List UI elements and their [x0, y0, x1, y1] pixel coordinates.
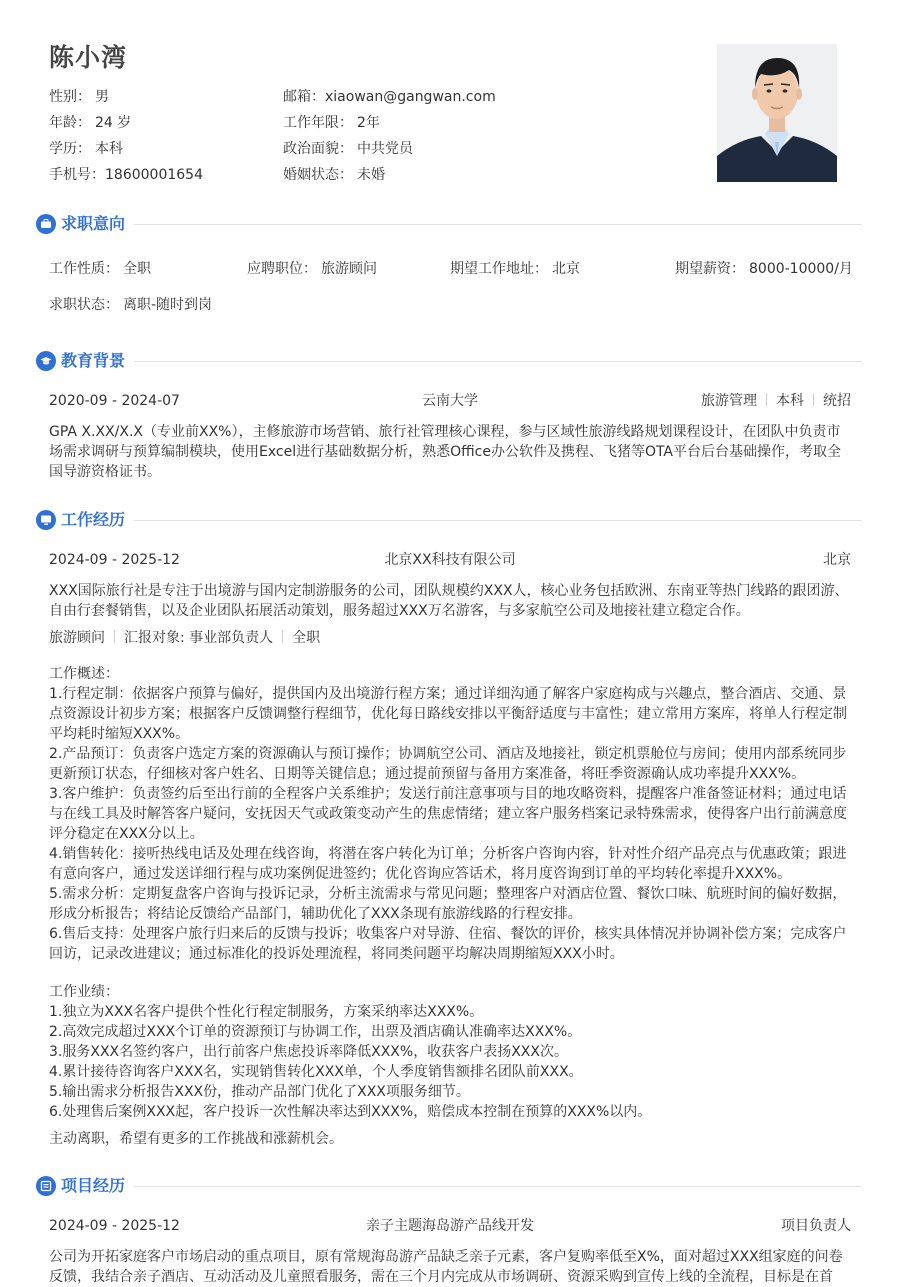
phone-label: 手机号：: [49, 167, 105, 183]
work-results-title: 工作业绩：: [49, 984, 119, 1000]
result-item: 3.服务XXX名签约客户，出行前客户焦虑投诉率降低XXX%，收获客户表扬XXX次。: [49, 1044, 568, 1060]
work-role-meta: [49, 628, 320, 648]
years-value: 2年: [357, 115, 380, 131]
intent-location: [450, 259, 580, 279]
age-value: 24 岁: [95, 115, 132, 131]
portrait-illustration: [717, 44, 837, 182]
years-label: 工作年限：: [283, 115, 353, 131]
overview-item: 4.销售转化：接听热线电话及处理在线咨询，将潜在客户转化为订单；分析客户咨询内容，针对性介绍产品亮点与优惠政策；跟进有意向客户，通过发送详细行程与成功案例促进签约；优化咨询应答话术，将月度咨询到订单的平均转化率提升XXX%。: [49, 846, 847, 882]
avatar-photo: [717, 44, 837, 182]
separator: [813, 393, 814, 406]
work-overview-title: 工作概述：: [49, 666, 119, 682]
intent-status-value: 离职-随时到岗: [123, 297, 213, 313]
edu-value: 本科: [95, 141, 123, 157]
intent-salary: [675, 259, 853, 279]
years-info: [283, 112, 380, 132]
education-major: 旅游管理: [701, 393, 757, 409]
intent-salary-label: 期望薪资：: [675, 261, 745, 277]
section-intent-title: 求职意向: [61, 214, 126, 233]
age-info: [49, 112, 131, 132]
intent-type-label: 工作性质：: [49, 261, 119, 277]
work-city: 北京: [823, 552, 851, 568]
marital-info: [283, 164, 385, 184]
marital-value: 未婚: [357, 167, 385, 183]
section-work-title: 工作经历: [61, 510, 126, 529]
section-project-header: [36, 1174, 862, 1198]
intent-salary-value: 8000-10000/月: [749, 261, 853, 277]
work-company-description: XXX国际旅行社是专注于出境游与国内定制游服务的公司，团队规模约XXX人，核心业务包括欧洲、东南亚等热门线路的跟团游、自由行套餐销售，以及企业团队拓展活动策划，服务超过XXX万名游客，与多家航空公司及地接社建立稳定合作。: [49, 583, 849, 619]
work-role: 旅游顾问: [49, 630, 105, 646]
section-intent-header: [36, 212, 862, 236]
work-company: 北京XX科技有限公司: [384, 552, 516, 568]
intent-status: [49, 295, 212, 315]
edu-label: 学历：: [49, 141, 91, 157]
overview-item: 5.需求分析：定期复盘客户咨询与投诉记录，分析主流需求与常见问题；整理客户对酒店位置、餐饮口味、航班时间的偏好数据，形成分析报告；将结论反馈给产品部门，辅助优化了XXX条现有旅游线路的行程安排。: [49, 886, 847, 922]
education-mode: 统招: [823, 393, 851, 409]
intent-type: [49, 259, 151, 279]
separator: [114, 630, 115, 643]
email-info: [283, 86, 496, 106]
separator: [766, 393, 767, 406]
intent-position-value: 旅游顾问: [321, 261, 377, 277]
gender-value: 男: [95, 89, 109, 105]
work-overview: [49, 664, 854, 964]
project-description: 公司为开拓家庭客户市场启动的重点项目，原有常规海岛游产品缺乏亲子元素，客户复购率低至X%，面对超过XXX组家庭的问卷反馈，我结合亲子酒店、互动活动及儿童照看服务，需在三个月内完成从市场调研、资源采购到宣传上线的全流程，目标是在首: [49, 1249, 843, 1285]
education-period: 2020-09 - 2024-07: [49, 393, 180, 409]
email-label: 邮箱：: [283, 89, 325, 105]
education-meta: [560, 391, 851, 411]
project-role: 项目负责人: [781, 1218, 851, 1234]
section-education-title: 教育背景: [61, 351, 126, 370]
politics-info: [283, 138, 413, 158]
candidate-name: 陈小湾: [49, 43, 128, 72]
overview-item: 2.产品预订：负责客户选定方案的资源确认与预订操作；协调航空公司、酒店及地接社，锁定机票舱位与房间；使用内部系统同步更新预订状态，仔细核对客户姓名、日期等关键信息；通过提前预留与备用方案准备，将旺季资源确认成功率提升XXX%。: [49, 746, 847, 782]
monitor-icon: [36, 510, 56, 530]
section-divider: [134, 1186, 862, 1187]
graduation-cap-icon: [36, 351, 56, 371]
section-divider: [134, 224, 862, 225]
overview-item: 6.售后支持：处理客户旅行归来后的反馈与投诉；收集客户对导游、住宿、餐饮的评价，核实具体情况并协调补偿方案；完成客户回访，记录改进建议；通过标准化的投诉处理流程，将同类问题平均解决周期缩短XXX小时。: [49, 926, 847, 962]
section-divider: [134, 361, 862, 362]
overview-item: 1.行程定制：依据客户预算与偏好，提供国内及出境游行程方案；通过详细沟通了解客户家庭构成与兴趣点，整合酒店、交通、景点资源设计初步方案；根据客户反馈调整行程细节，优化每日路线安排以平衡舒适度与丰富性；建立常用方案库，将单人行程定制平均耗时缩短XXX%。: [49, 686, 847, 742]
separator: [282, 630, 283, 643]
politics-label: 政治面貌：: [283, 141, 353, 157]
phone-info: [49, 164, 203, 184]
work-leave-reason: 主动离职，希望有更多的工作挑战和涨薪机会。: [49, 1131, 343, 1147]
result-item: 5.输出需求分析报告XXX份，推动产品部门优化了XXX项服务细节。: [49, 1084, 470, 1100]
intent-location-label: 期望工作地址：: [450, 261, 548, 277]
work-period: 2024-09 - 2025-12: [49, 552, 180, 568]
edu-info: [49, 138, 123, 158]
project-period: 2024-09 - 2025-12: [49, 1218, 180, 1234]
intent-type-value: 全职: [123, 261, 151, 277]
intent-position-label: 应聘职位：: [247, 261, 317, 277]
education-description: GPA X.XX/X.X（专业前XX%），主修旅游市场营销、旅行社管理核心课程，参与区域性旅游线路规划课程设计，在团队中负责市场需求调研与预算编制模块，使用Excel进行基础数据分析，熟悉Office办公软件及携程、飞猪等OTA平台后台基础操作，考取全国导游资格证书。: [49, 424, 842, 480]
email-value: xiaowan@gangwan.com: [325, 89, 496, 105]
work-report: 汇报对象: 事业部负责人: [124, 630, 274, 646]
intent-position: [247, 259, 377, 279]
result-item: 4.累计接待咨询客户XXX名，实现销售转化XXX单，个人季度销售额排名团队前XXX。: [49, 1064, 583, 1080]
project-name: 亲子主题海岛游产品线开发: [366, 1218, 534, 1234]
section-project-title: 项目经历: [61, 1176, 126, 1195]
gender-info: [49, 86, 109, 106]
education-degree: 本科: [776, 393, 804, 409]
briefcase-icon: [36, 214, 56, 234]
intent-location-value: 北京: [552, 261, 580, 277]
intent-status-label: 求职状态：: [49, 297, 119, 313]
document-icon: [36, 1176, 56, 1196]
marital-label: 婚姻状态：: [283, 167, 353, 183]
gender-label: 性别：: [49, 89, 91, 105]
phone-value: 18600001654: [105, 167, 203, 183]
section-work-header: [36, 508, 862, 532]
result-item: 2.高效完成超过XXX个订单的资源预订与协调工作，出票及酒店确认准确率达XXX%。: [49, 1024, 582, 1040]
politics-value: 中共党员: [357, 141, 413, 157]
section-education-header: [36, 349, 862, 373]
age-label: 年龄：: [49, 115, 91, 131]
education-school: 云南大学: [422, 393, 478, 409]
overview-item: 3.客户维护：负责签约后至出行前的全程客户关系维护；发送行前注意事项与目的地攻略资料，提醒客户准备签证材料；通过电话与在线工具及时解答客户疑问，安抚因天气或政策变动产生的焦虑情绪；建立客户服务档案记录特殊需求，使得客户出行前满意度评分稳定在XXX分以上。: [49, 786, 847, 842]
work-kind: 全职: [292, 630, 321, 646]
result-item: 1.独立为XXX名客户提供个性化行程定制服务，方案采纳率达XXX%。: [49, 1004, 484, 1020]
section-divider: [134, 520, 862, 521]
result-item: 6.处理售后案例XXX起，客户投诉一次性解决率达到XXX%，赔偿成本控制在预算的XXX%以内。: [49, 1104, 652, 1120]
work-results: [49, 982, 854, 1122]
